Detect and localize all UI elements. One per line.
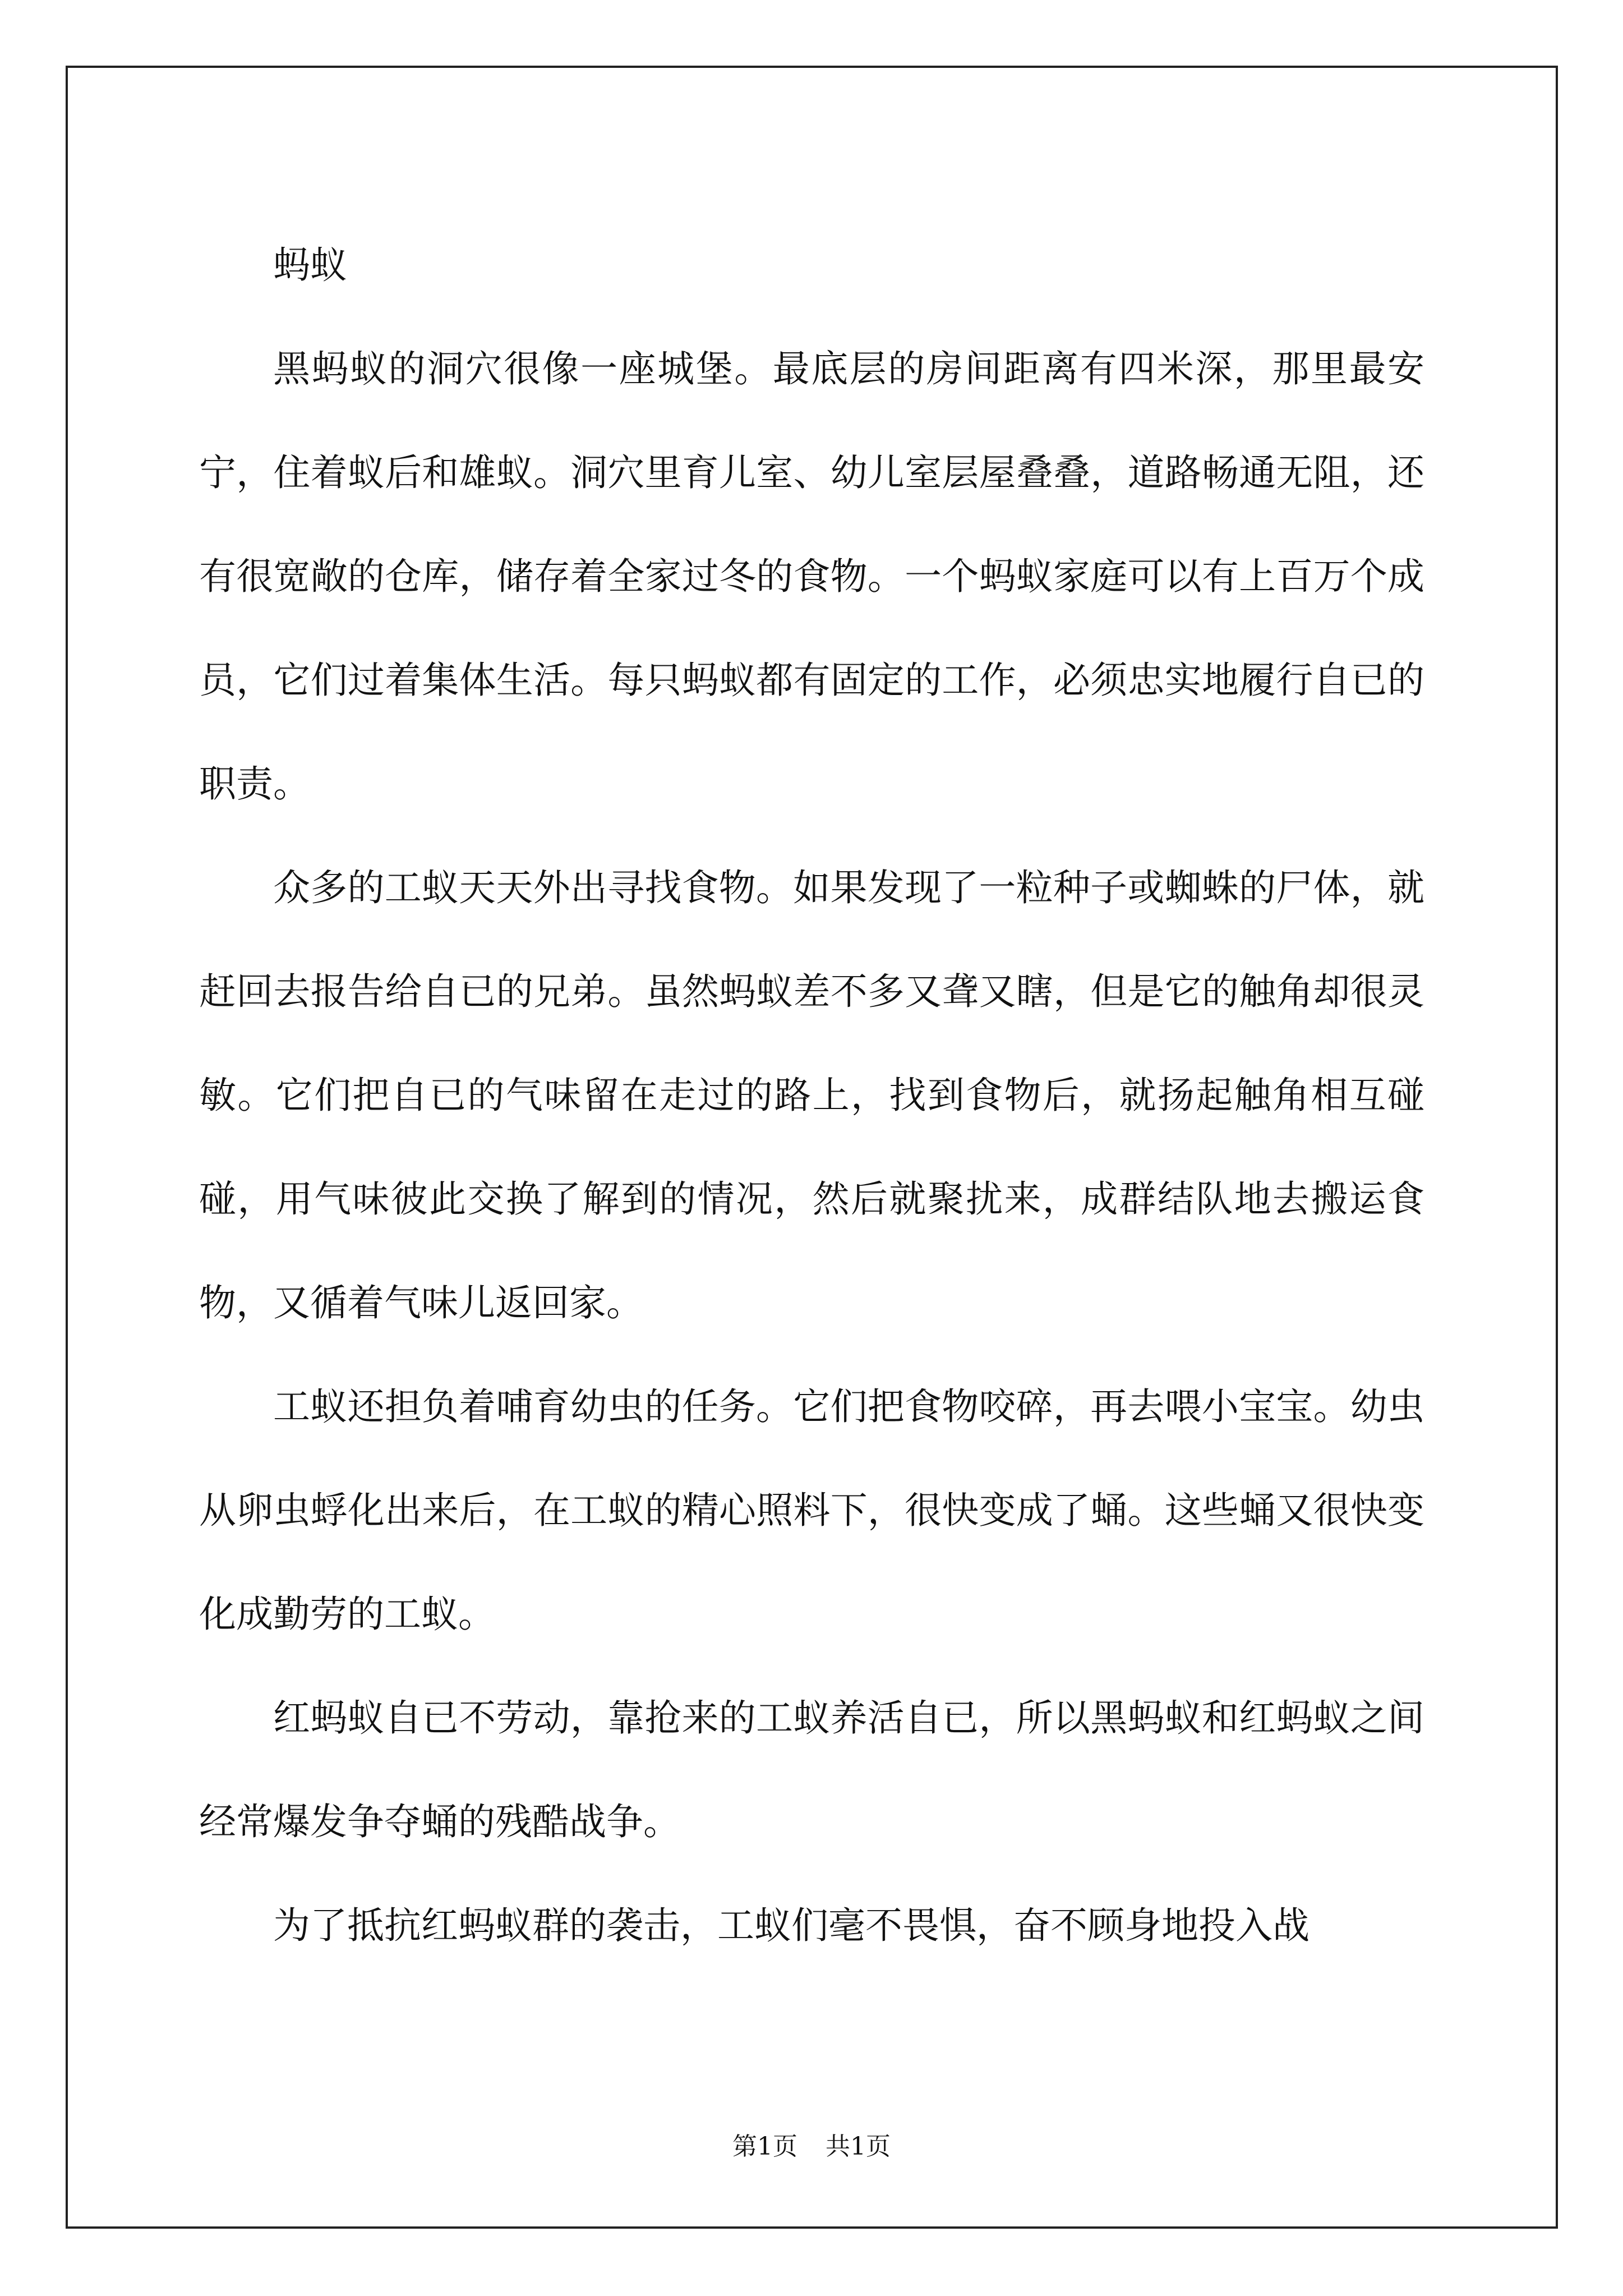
paragraph-1: 黑蚂蚁的洞穴很像一座城堡。最底层的房间距离有四米深，那里最安宁，住着蚁后和雄蚁。洞穴里育儿室、幼儿室层屋叠叠，道路畅通无阻，还有很宽敞的仓库，储存着全家过冬的食物。一个蚂蚁家庭可以有上百万个成员，它们过着集体生活。每只蚂蚁都有固定的工作，必须忠实地履行自已的职责。	[199, 347, 1424, 806]
page-footer	[0, 2126, 1623, 2162]
paragraph-3: 工蚁还担负着哺育幼虫的任务。它们把食物咬碎，再去喂小宝宝。幼虫从卵虫蜉化出来后，在工蚁的精心照料下，很快变成了蛹。这些蛹又很快变化成勤劳的工蚁。	[199, 1385, 1424, 1636]
page-number: 第1页	[732, 2132, 797, 2161]
paragraph-4: 红蚂蚁自已不劳动，靠抢来的工蚁养活自已，所以黑蚂蚁和红蚂蚁之间经常爆发争夺蛹的残酷战争。	[199, 1696, 1424, 1843]
page-total: 共1页	[826, 2132, 891, 2161]
paragraph-2: 众多的工蚁天天外出寻找食物。如果发现了一粒种子或蜘蛛的尸体，就赶回去报告给自已的兄弟。虽然蚂蚁差不多又聋又瞎，但是它的触角却很灵敏。它们把自已的气味留在走过的路上，找到食物后，就扬起触角相互碰碰，用气味彼此交换了解到的情况，然后就聚扰来，成群结队地去搬运食物，又循着气味儿返回家。	[199, 866, 1424, 1324]
document-title: 蚂蚁	[273, 243, 347, 287]
document-body	[199, 213, 1424, 1977]
paragraph-5: 为了抵抗红蚂蚁群的袭击，工蚁们毫不畏惧，奋不顾身地投入战	[273, 1904, 1310, 1947]
